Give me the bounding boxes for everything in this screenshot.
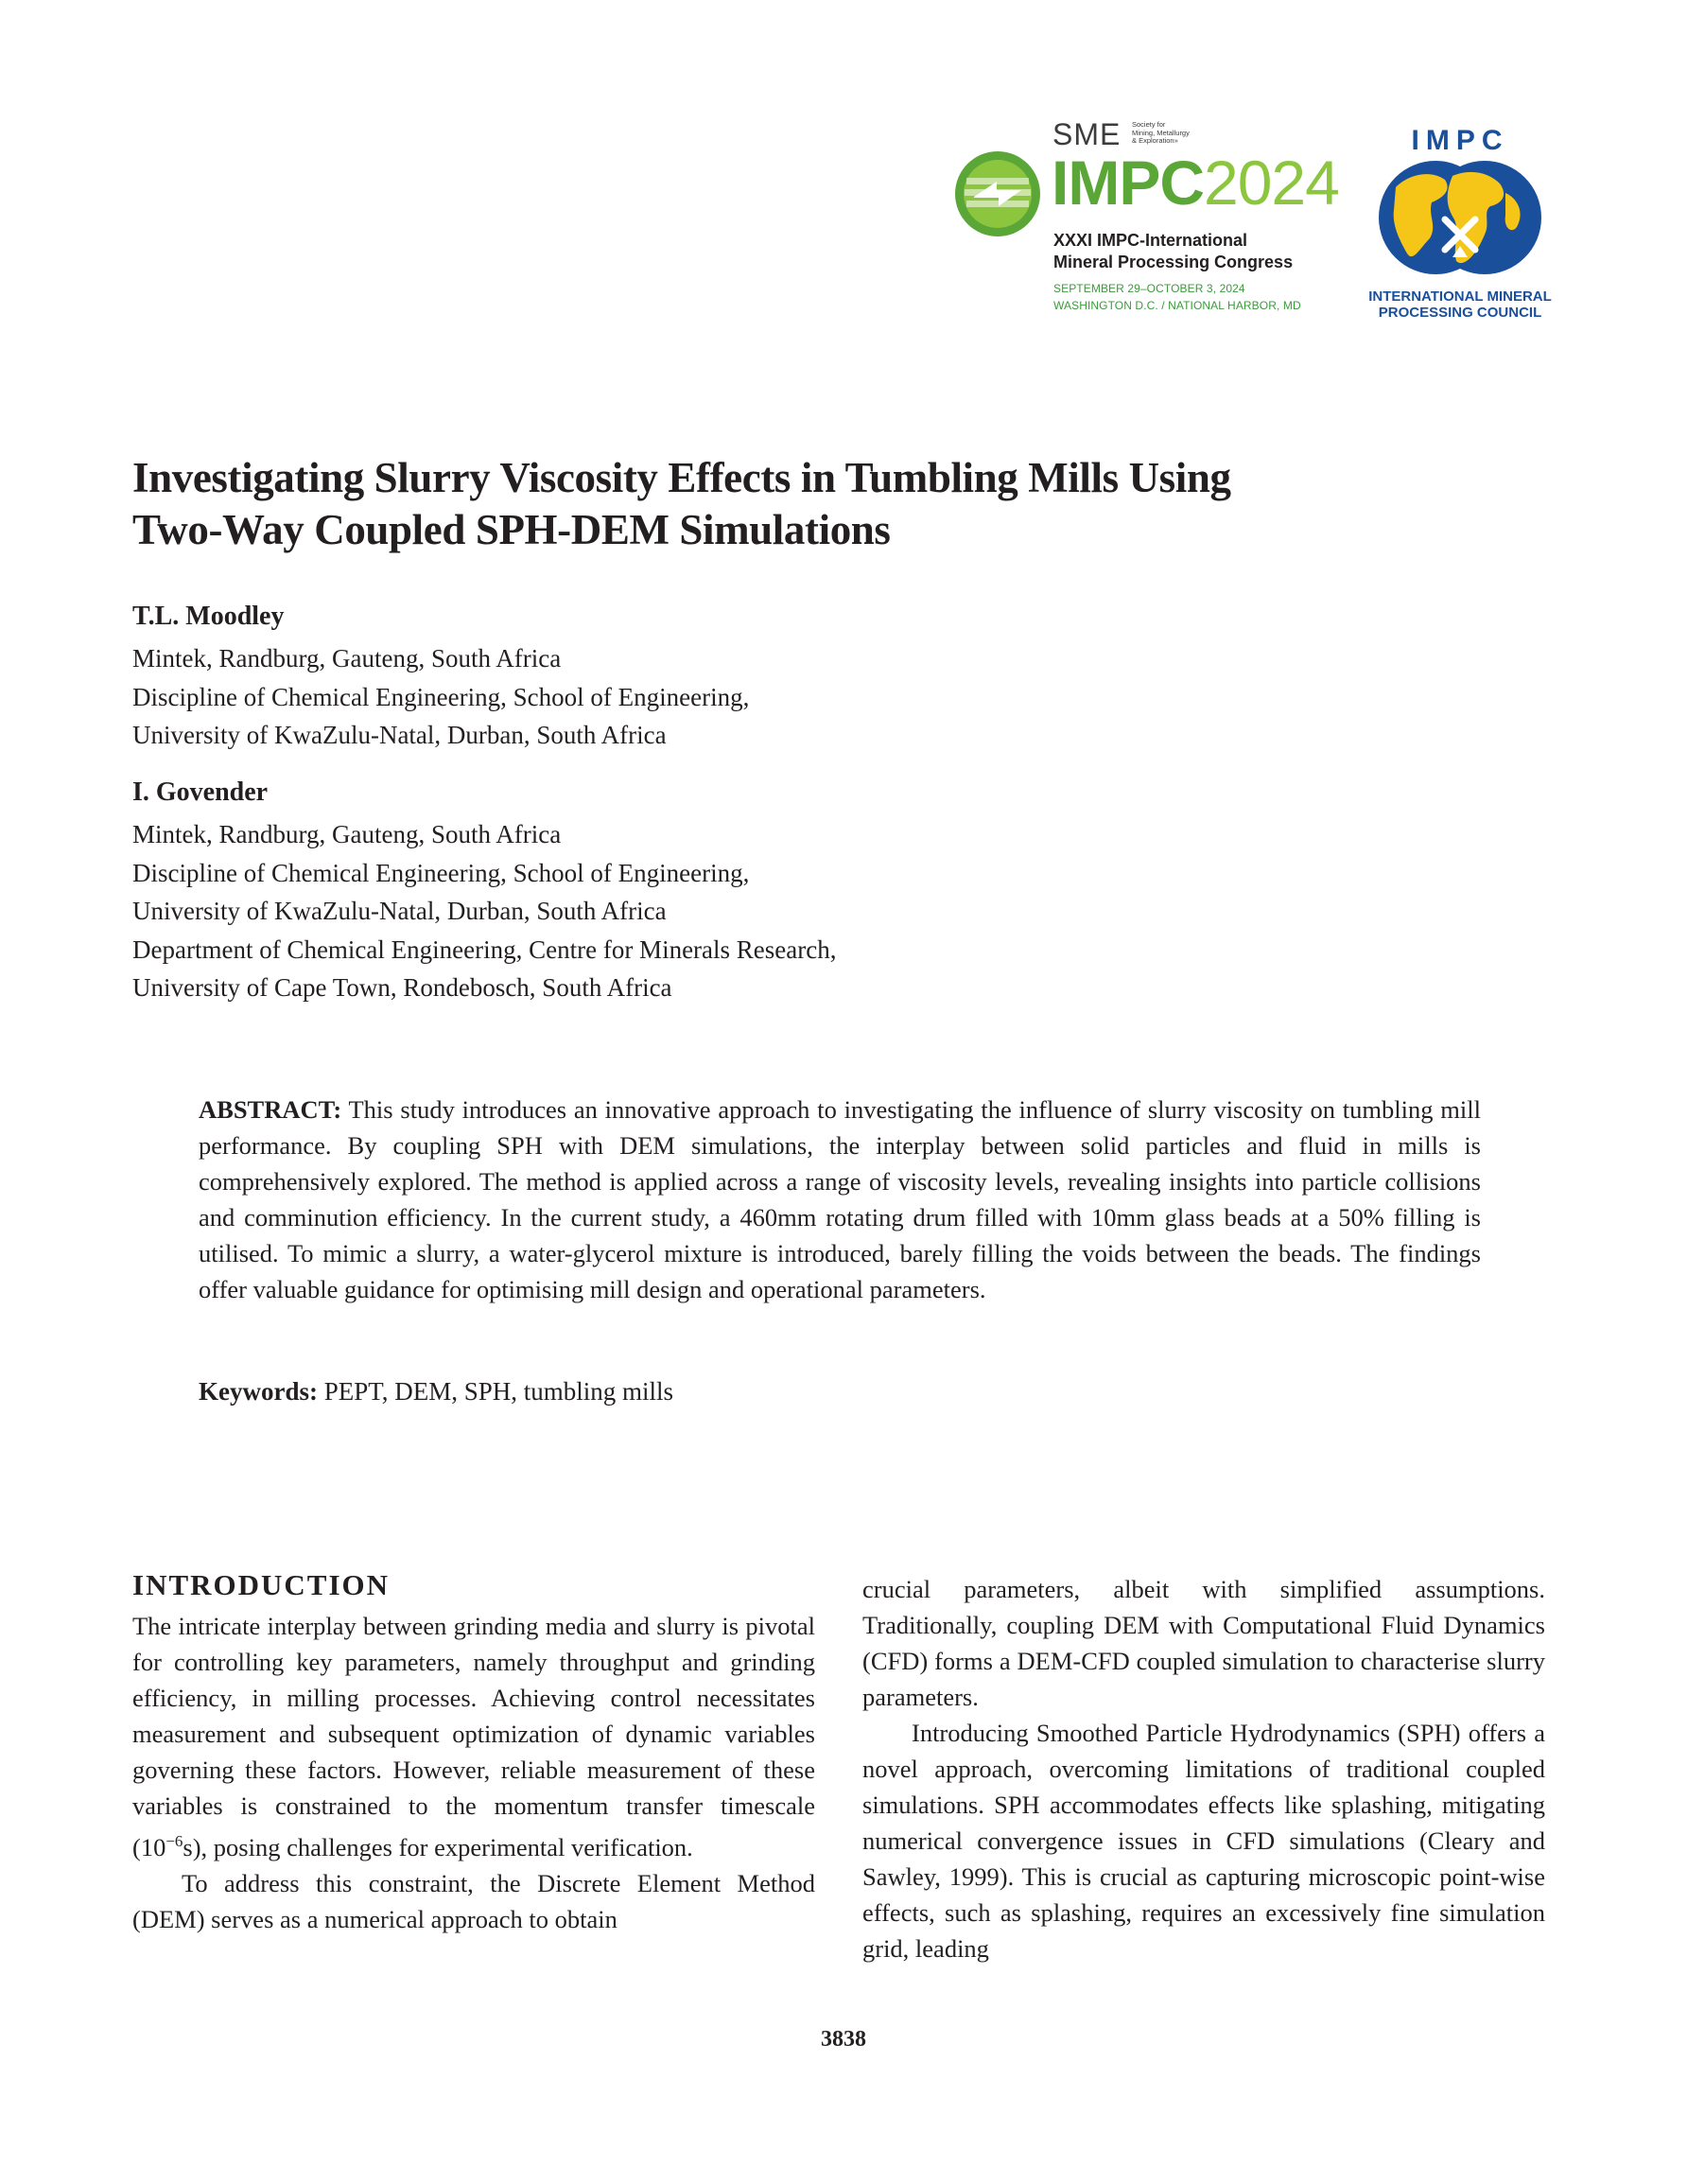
- abstract-label: ABSTRACT:: [199, 1095, 342, 1124]
- body-paragraph: [132, 1608, 815, 1865]
- body-text: The intricate interplay between grinding media and slurry is pivotal for controlling key parameters, namely throughput and grinding efficiency, in milling processes. Achieving control necessitates measurement and subsequent optimization of dynamic variables governing these factors. However, reliable measurement of these variables is constrained to the momentum transfer timescale (10: [132, 1612, 815, 1861]
- sme-org-name: Society for Mining, Metallurgy & Exploration»: [1132, 120, 1190, 145]
- impc-council-logo: [1358, 121, 1562, 325]
- author-name: T.L. Moodley: [132, 602, 285, 631]
- superscript: −6: [165, 1832, 183, 1850]
- globe-icon: [1379, 161, 1541, 274]
- impc-badge-icon: [953, 149, 1042, 238]
- right-column: [862, 1571, 1545, 1966]
- congress-title-line-1: XXXI IMPC-International: [1053, 231, 1248, 250]
- body-text: s), posing challenges for experimental verification.: [183, 1832, 693, 1861]
- congress-location: WASHINGTON D.C. / NATIONAL HARBOR, MD: [1053, 299, 1301, 312]
- body-paragraph: To address this constraint, the Discrete Element Method (DEM) serves as a numerical approach to obtain: [132, 1868, 815, 1933]
- author-name: I. Govender: [132, 778, 269, 807]
- affiliation-line: Mintek, Randburg, Gauteng, South Africa: [132, 644, 562, 673]
- paper-title-line-1: Investigating Slurry Viscosity Effects in Tumbling Mills Using: [132, 454, 1231, 501]
- keywords-text: PEPT, DEM, SPH, tumbling mills: [323, 1377, 674, 1406]
- abstract-text: This study introduces an innovative approach to investigating the influence of slurry viscosity on tumbling mill performance. By coupling SPH with DEM simulations, the interplay between solid particles and fluid in mills is comprehensively explored. The method is applied across a range of viscosity levels, revealing insights into particle collisions and comminution efficiency. In the current study, a 460mm rotating drum filled with 10mm glass beads at a 50% filling is utilised. To mimic a slurry, a water-glycerol mixture is introduced, barely filling the voids between the beads. The findings offer valuable guidance for optimising mill design and operational parameters.: [199, 1095, 1481, 1303]
- affiliation-line: Department of Chemical Engineering, Centre for Minerals Research,: [132, 935, 837, 964]
- impc-2024-wordmark: [1052, 149, 1339, 216]
- abstract: [199, 1092, 1481, 1307]
- left-column: [132, 1608, 815, 1937]
- congress-title-line-2: Mineral Processing Congress: [1053, 253, 1294, 271]
- congress-dates: SEPTEMBER 29–OCTOBER 3, 2024: [1053, 282, 1245, 295]
- keywords-label: Keywords:: [199, 1377, 318, 1406]
- author-affiliations: [132, 815, 836, 1007]
- body-paragraph: crucial parameters, albeit with simplified assumptions. Traditionally, coupling DEM with Computational Fluid Dynamics (CFD) forms a DEM-CFD coupled simulation to characterise slurry parameters.: [862, 1575, 1545, 1711]
- affiliation-line: University of Cape Town, Rondebosch, South Africa: [132, 973, 672, 1002]
- impc-wordmark: IMPC: [1052, 148, 1204, 218]
- paper-title-line-2: Two-Way Coupled SPH-DEM Simulations: [132, 506, 891, 553]
- page-number: 3838: [821, 2027, 866, 2052]
- body-paragraph: Introducing Smoothed Particle Hydrodynamics (SPH) offers a novel approach, overcoming limitations of traditional coupled simulations. SPH accommodates effects like splashing, mitigating numerical convergence issues in CFD simulations (Cleary and Sawley, 1999). This is crucial as capturing microscopic point-wise effects, such as splashing, requires an excessively fine simulation grid, leading: [862, 1719, 1545, 1963]
- affiliation-line: University of KwaZulu-Natal, Durban, South Africa: [132, 897, 667, 925]
- sme-wordmark: SME: [1052, 117, 1122, 151]
- affiliation-line: Discipline of Chemical Engineering, School of Engineering,: [132, 682, 750, 711]
- council-abbr: IMPC: [1411, 125, 1509, 156]
- year-wordmark: 2024: [1204, 148, 1339, 218]
- section-heading-introduction: INTRODUCTION: [132, 1568, 391, 1601]
- author-affiliations: [132, 639, 749, 755]
- affiliation-line: Discipline of Chemical Engineering, School of Engineering,: [132, 858, 750, 887]
- affiliation-line: University of KwaZulu-Natal, Durban, South Africa: [132, 721, 667, 749]
- council-name-line-1: INTERNATIONAL MINERAL: [1368, 288, 1552, 305]
- paper-title: [132, 452, 1456, 556]
- keywords: [199, 1377, 673, 1406]
- council-name-line-2: PROCESSING COUNCIL: [1378, 305, 1542, 321]
- affiliation-line: Mintek, Randburg, Gauteng, South Africa: [132, 820, 562, 848]
